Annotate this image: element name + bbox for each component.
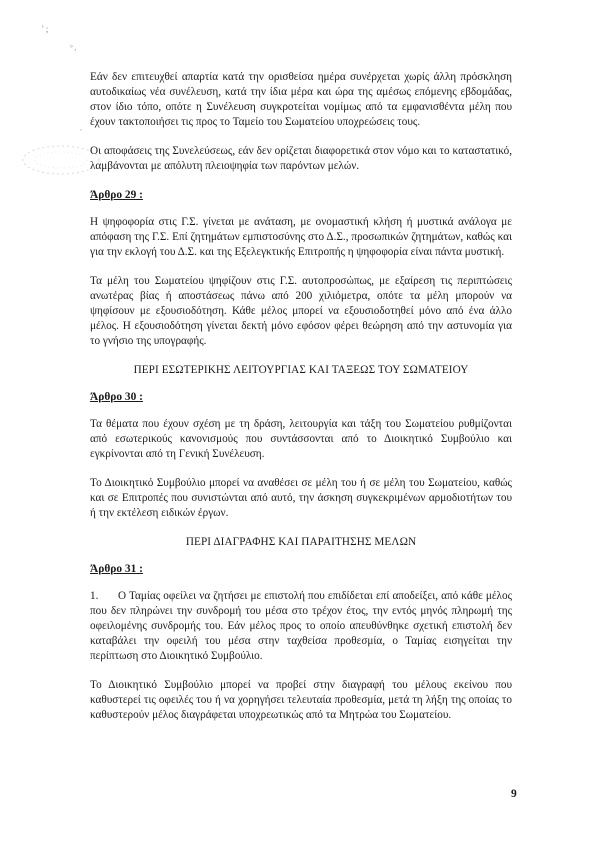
page-number: 9 <box>511 788 517 800</box>
paragraph-number: 1. <box>90 590 99 602</box>
paragraph: Τα θέματα που έχουν σχέση με τη δράση, λειτουργία και τάξη του Σωματείου ρυθμίζονται από εσωτερικούς κανονισμούς που συντάσσονται από το Διοικητικό Συμβούλιο και εγκρίνονται από τη Γενική Συνέλευση. <box>90 418 512 460</box>
section-heading: ΠΕΡΙ ΔΙΑΓΡΑΦΗΣ ΚΑΙ ΠΑΡΑΙΤΗΣΗΣ ΜΕΛΩΝ <box>185 536 417 548</box>
scan-mark: , <box>80 124 82 132</box>
article-heading: Άρθρο 30 : <box>90 391 143 403</box>
paragraph: Η ψηφοφορία στις Γ.Σ. γίνεται με ανάταση, με ονομαστική κλήση ή μυστικά ανάλογα με απόφαση της Γ.Σ. Επί ζητημάτων εμπιστοσύνης στο Δ.Σ., προσωπικών ζητημάτων, καθώς και για την εκλογή του Δ.Σ. και της Εξελεγκτικής Επιτροπής η ψηφοφορία είναι πάντα μυστική. <box>90 216 512 258</box>
paragraph: Το Διοικητικό Συμβούλιο μπορεί να προβεί στην διαγραφή του μέλους εκείνου που καθυστερεί τις οφειλές του ή να χορηγήσει τελευταία προθεσμία, μετά τη λήξη της οποίας το καθυστερούν μέλος διαγράφεται υποχρεωτικώς από τα Μητρώα του Σωματείου. <box>90 679 512 721</box>
paragraph-text: Ο Ταμίας οφείλει να ζητήσει με επιστολή που επιδίδεται επί αποδείξει, από κάθε μέλος που δεν πληρώνει την συνδρομή του μέσα στο τρέχον έτος, την εντός μηνός πληρωμή της οφειλομένης συνδρομής του. Εάν μέλος προς το οποίο απευθύνθηκε σχετική επιστολή δεν καταβάλει την οφειλή του μέσα στην ταχθείσα προθεσμία, ο Ταμίας εισηγείται την περίπτωση στο Διοικητικό Συμβούλιο. <box>90 590 512 662</box>
article-heading: Άρθρο 31 : <box>90 563 143 575</box>
paragraph: Τα μέλη του Σωματείου ψηφίζουν στις Γ.Σ. αυτοπροσώπως, με εξαίρεση τις περιπτώσεις ανωτέρας βίας ή αποστάσεως πάνω από 200 χιλιόμετρα, οπότε τα μέλη μπορούν να ψηφίσουν με εξουσιοδότηση. Κάθε μέλος μπορεί να εξουσιοδοτηθεί μόνο από ένα άλλο μέλος. Η εξουσιοδότηση γίνεται δεκτή μόνο εφόσον φέρει θεώρηση από την αστυνομία για το γνήσιο της υπογραφής. <box>90 275 512 347</box>
scan-mark: ° , <box>70 44 77 52</box>
document-body <box>90 70 512 737</box>
paragraph: Εάν δεν επιτευχθεί απαρτία κατά την ορισθείσα ημέρα συνέρχεται χωρίς άλλη πρόσκληση αυτοδικαίως νέα συνέλευση, κατά την ίδια μέρα και ώρα της αμέσως επόμενης εβδομάδας, στον ίδιο τόπο, οπότε η Συνέλευση συγκροτείται νομίμως από τα εμφανισθέντα μέλη που έχουν τακτοποιήσει τις προς το Ταμείο του Σωματείου υποχρεώσεις τους. <box>90 71 512 128</box>
numbered-paragraph <box>90 589 512 664</box>
paragraph: Το Διοικητικό Συμβούλιο μπορεί να αναθέσει σε μέλη του ή σε μέλη του Σωματείου, καθώς και σε Επιτροπές που συνιστώνται από αυτό, την άσκηση συγκεκριμένων αρμοδιοτήτων του ή την εκτέλεση ειδικών έργων. <box>90 477 512 519</box>
paragraph: Οι αποφάσεις της Συνελεύσεως, εάν δεν ορίζεται διαφορετικά στον νόμο και το καταστατικό, λαμβάνονται με απόλυτη πλειοψηφία των παρόντων μελών. <box>90 145 512 172</box>
article-heading: Άρθρο 29 : <box>90 189 143 201</box>
scan-mark: ' ; <box>42 24 49 34</box>
section-heading: ΠΕΡΙ ΕΣΩΤΕΡΙΚΗΣ ΛΕΙΤΟΥΡΓΙΑΣ ΚΑΙ ΤΑΞΕΩΣ ΤΟΥ ΣΩΜΑΤΕΙΟΥ <box>133 364 469 376</box>
